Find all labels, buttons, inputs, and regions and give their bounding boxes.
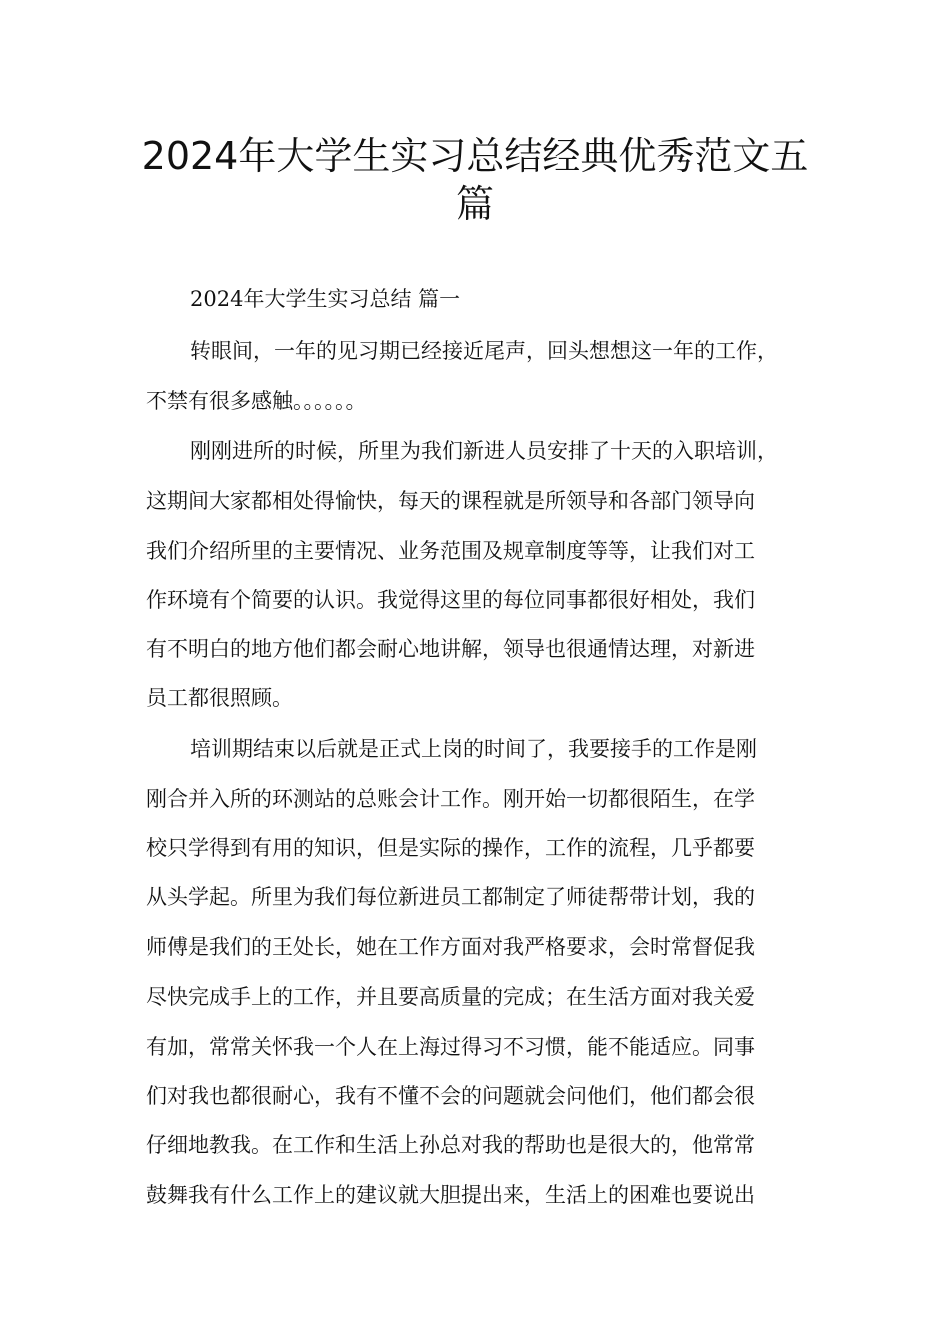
paragraph-line: 培训期结束以后就是正式上岗的时间了，我要接手的工作是刚 xyxy=(190,737,757,761)
paragraph-line: 尽快完成手上的工作，并且要高质量的完成；在生活方面对我关爱 xyxy=(146,985,755,1009)
paragraph-line: 作环境有个简要的认识。我觉得这里的每位同事都很好相处，我们 xyxy=(146,588,755,612)
paragraph-line: 转眼间，一年的见习期已经接近尾声，回头想想这一年的工作， xyxy=(190,339,778,363)
paragraph-line: 员工都很照顾。 xyxy=(146,686,293,710)
paragraph-line: 师傅是我们的王处长，她在工作方面对我严格要求，会时常督促我 xyxy=(146,935,755,959)
paragraph-line: 有不明白的地方他们都会耐心地讲解，领导也很通情达理，对新进 xyxy=(146,637,755,661)
paragraph-line: 有加，常常关怀我一个人在上海过得习不习惯，能不能适应。同事 xyxy=(146,1035,755,1059)
paragraph-line: 这期间大家都相处得愉快，每天的课程就是所领导和各部门领导向 xyxy=(146,489,755,513)
document-title-line-2: 篇 xyxy=(455,182,494,226)
paragraph-line: 仔细地教我。在工作和生活上孙总对我的帮助也是很大的，他常常 xyxy=(146,1133,755,1157)
paragraph-line: 我们介绍所里的主要情况、业务范围及规章制度等等，让我们对工 xyxy=(146,539,755,563)
paragraph-line: 不禁有很多感触。。。。。。 xyxy=(146,389,367,413)
section-heading: 2024年大学生实习总结 篇一 xyxy=(190,287,461,311)
document-title-line-1: 2024年大学生实习总结经典优秀范文五 xyxy=(141,134,809,178)
paragraph-line: 鼓舞我有什么工作上的建议就大胆提出来，生活上的困难也要说出 xyxy=(146,1183,755,1207)
paragraph-line: 们对我也都很耐心，我有不懂不会的问题就会问他们，他们都会很 xyxy=(146,1084,755,1108)
paragraph-line: 从头学起。所里为我们每位新进员工都制定了师徒帮带计划，我的 xyxy=(146,885,755,909)
paragraph-line: 校只学得到有用的知识，但是实际的操作，工作的流程，几乎都要 xyxy=(146,836,755,860)
paragraph-line: 刚合并入所的环测站的总账会计工作。刚开始一切都很陌生，在学 xyxy=(146,787,755,811)
paragraph-line: 刚刚进所的时候，所里为我们新进人员安排了十天的入职培训， xyxy=(190,439,778,463)
